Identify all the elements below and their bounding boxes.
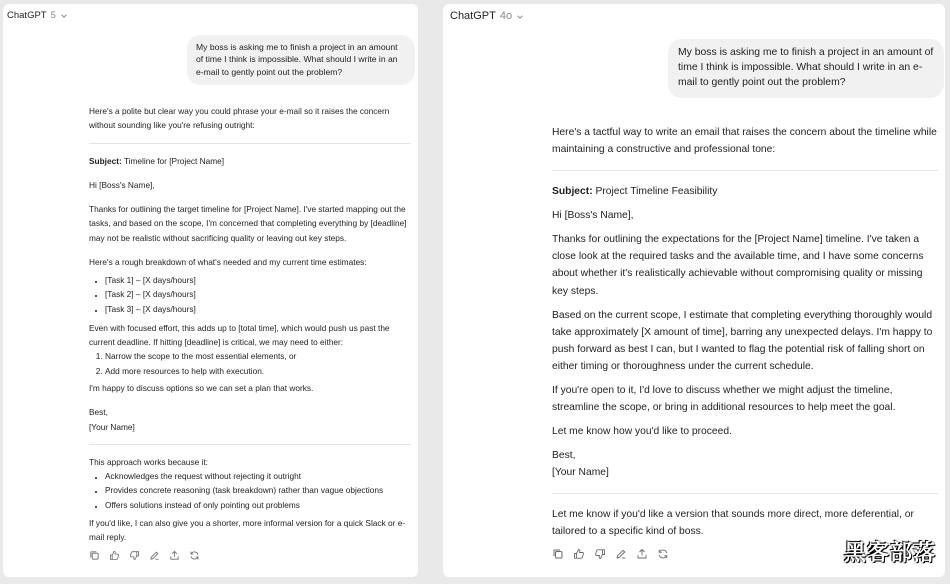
regenerate-icon[interactable] (189, 550, 200, 561)
list-item: • Offers solutions instead of only pointing out problems (105, 498, 411, 512)
user-message: My boss is asking me to finish a project in an amount of time I think is impossible. What should I write in an e-mail to gently point out the problem? (668, 39, 944, 98)
model-selector[interactable] (450, 10, 524, 22)
thumbs-up-icon[interactable] (109, 550, 120, 561)
list-item: • [Task 2] – [X days/hours] (105, 287, 411, 301)
list-item: • [Task 1] – [X days/hours] (105, 273, 411, 287)
model-version: 4o (499, 10, 513, 22)
task-list (89, 273, 411, 316)
email-signoff: Best, (89, 407, 108, 418)
email-greeting: Hi [Boss's Name], (552, 210, 634, 222)
model-version: 5 (50, 10, 56, 21)
options-list (89, 349, 411, 378)
email-paragraph: Here's a rough breakdown of what's needed and my current time estimates: (89, 256, 367, 267)
list-item: • Provides concrete reasoning (task breakdown) rather than vague objections (105, 483, 411, 497)
response-intro: Here's a polite but clear way you could phrase your e-mail so it raises the concern without sounding like you're refusing outright: (89, 106, 390, 131)
email-paragraph: Let me know how you'd like to proceed. (552, 426, 732, 438)
user-message: My boss is asking me to finish a project in an amount of time I think is impossible. What should I write in an e-mail to gently point out the problem? (187, 35, 415, 85)
thumbs-down-icon[interactable] (594, 548, 606, 560)
email-subject: Subject: Project Timeline Feasibility (552, 186, 718, 198)
email-paragraph: I'm happy to discuss options so we can set a plan that works. (89, 382, 314, 393)
thumbs-down-icon[interactable] (129, 550, 140, 561)
message-actions (89, 550, 411, 561)
chevron-down-icon (60, 12, 68, 20)
edit-voice-icon[interactable] (149, 550, 160, 561)
watermark: 黑客部落 (843, 541, 936, 566)
email-paragraph: Based on the current scope, I estimate that completing everything thoroughly would take approximately [X amount of time], barring any unexpected delays. I'm happy to push forward as best I can, but I wanted to flag the potential risk of falling short on either timing or thoroughness under the current schedule. (552, 309, 933, 372)
model-selector[interactable] (7, 10, 68, 21)
copy-icon[interactable] (552, 548, 564, 560)
chevron-down-icon (516, 12, 524, 20)
assistant-response (89, 104, 411, 561)
model-name: ChatGPT (7, 10, 47, 21)
email-paragraph: If you're open to it, I'd love to discuss whether we might adjust the timeline, streamline the scope, or bring in additional resources to help meet the goal. (552, 384, 896, 414)
list-item: • [Task 3] – [X days/hours] (105, 302, 411, 316)
response-closing: If you'd like, I can also give you a shorter, more informal version for a quick Slack or e-mail reply. (89, 517, 406, 543)
email-greeting: Hi [Boss's Name], (89, 179, 155, 190)
email-signature: [Your Name] (89, 421, 135, 432)
email-subject: Subject: Timeline for [Project Name] (89, 155, 225, 166)
email-signature: [Your Name] (552, 467, 609, 479)
list-item: 2. Add more resources to help with execution. (105, 364, 411, 378)
share-icon[interactable] (636, 548, 648, 560)
email-paragraph: Even with focused effort, this adds up to [total time], which would push us past the current deadline. If hitting [deadline] is critical, we may need to either: (89, 322, 390, 348)
email-paragraph: Thanks for outlining the expectations for the [Project Name] timeline. I've taken a close look at the required tasks and the available time, and I have some concerns about whether it's realistically achievable without compromising quality or missing key steps. (552, 234, 924, 297)
assistant-response (552, 124, 938, 560)
reason-intro: This approach works because it: (89, 456, 208, 467)
edit-voice-icon[interactable] (615, 548, 627, 560)
model-name: ChatGPT (450, 10, 496, 22)
regenerate-icon[interactable] (657, 548, 669, 560)
right-chat-panel (443, 4, 945, 577)
response-closing: Let me know if you'd like a version that sounds more direct, more deferential, or tailored to a specific kind of boss. (552, 509, 914, 538)
email-signoff: Best, (552, 450, 576, 462)
list-item: • Acknowledges the request without rejecting it outright (105, 469, 411, 483)
left-chat-panel (3, 4, 418, 577)
response-intro: Here's a tactful way to write an email that raises the concern about the timeline while maintaining a constructive and professional tone: (552, 127, 937, 156)
reason-list (89, 469, 411, 512)
thumbs-up-icon[interactable] (573, 548, 585, 560)
copy-icon[interactable] (89, 550, 100, 561)
share-icon[interactable] (169, 550, 180, 561)
email-paragraph: Thanks for outlining the target timeline for [Project Name]. I've started mapping out the tasks, and based on the scope, I'm concerned that completing everything by [deadline] may not be realistic without sacrificing quality or leaving out key steps. (89, 204, 407, 243)
list-item: 1. Narrow the scope to the most essential elements, or (105, 349, 411, 363)
